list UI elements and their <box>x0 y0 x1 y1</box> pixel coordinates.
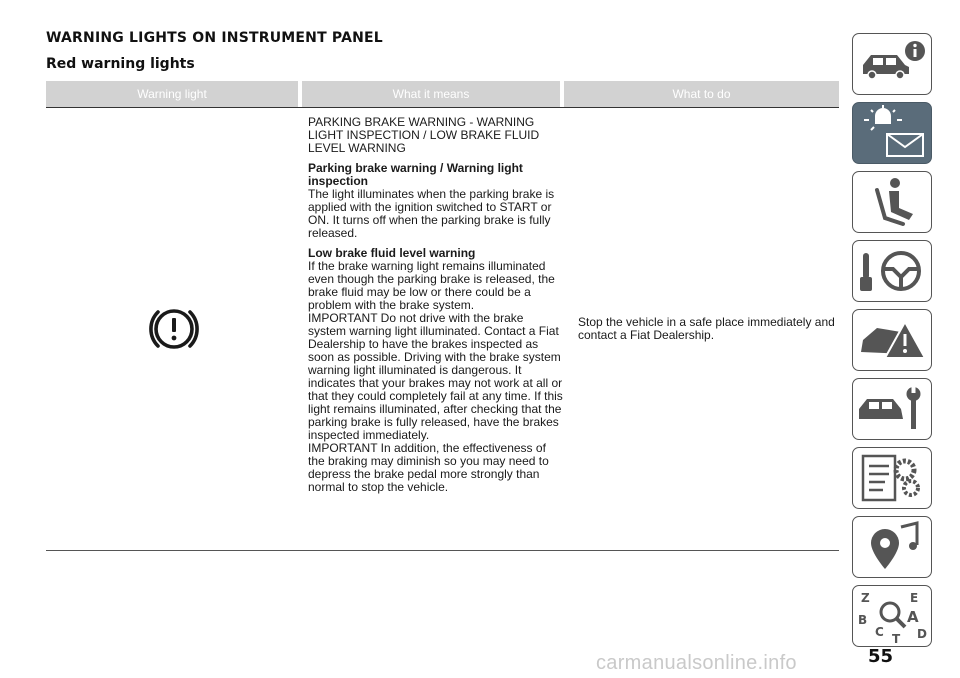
seat-safety-icon <box>855 174 929 230</box>
car-info-icon <box>855 36 929 92</box>
car-service-tool-icon <box>855 381 929 437</box>
section-body-brake-fluid: If the brake warning light remains illuminated even though the parking brake is released, the brake fluid may be low or there could be a problem with the brake system. <box>308 259 555 312</box>
index-letter-a: A <box>907 608 919 626</box>
tab-index[interactable] <box>852 585 932 647</box>
section-subheading: Red warning lights <box>46 56 195 72</box>
header-what-to-do: What to do <box>564 81 839 107</box>
multimedia-icon <box>855 519 929 575</box>
watermark: carmanualsonline.info <box>596 652 797 674</box>
tab-dashboard-warning-lights[interactable] <box>852 102 932 164</box>
header-what-it-means: What it means <box>302 81 560 107</box>
warning-title: PARKING BRAKE WARNING - WARNING LIGHT INSPECTION / LOW BRAKE FLUID LEVEL WARNING <box>308 115 540 155</box>
section-body-parking-brake: The light illuminates when the parking brake is applied with the ignition switched to START or ON. It turns off when the parking brake is fully released. <box>308 187 555 240</box>
index-letter-e: E <box>910 591 919 605</box>
key-steering-wheel-icon <box>855 243 929 299</box>
index-letter-t: T <box>892 632 901 644</box>
warning-light-message-icon <box>855 105 929 161</box>
alphabetical-index-icon <box>855 588 929 644</box>
page-heading: WARNING LIGHTS ON INSTRUMENT PANEL <box>46 30 383 46</box>
warning-light-cell <box>46 108 302 550</box>
section-heading-parking-brake: Parking brake warning / Warning light inspection <box>308 161 523 188</box>
section-heading-brake-fluid: Low brake fluid level warning <box>308 246 476 260</box>
tab-servicing-care[interactable] <box>852 378 932 440</box>
important-note-2: IMPORTANT In addition, the effectiveness of the braking may diminish so you may need to depress the brake pedal more strongly than normal to stop the vehicle. <box>308 441 549 494</box>
specifications-gears-icon <box>855 450 929 506</box>
index-letter-c: C <box>875 625 884 639</box>
table-header <box>46 81 839 108</box>
what-to-do-cell <box>564 108 839 550</box>
tab-knowing-your-car[interactable] <box>852 33 932 95</box>
what-it-means-cell <box>302 108 564 550</box>
important-note-1: IMPORTANT Do not drive with the brake system warning light illuminated. Contact a Fiat Dealership to have the brakes inspected as soon as possible. Driving with the brake system warning light illuminated is dangerous. It indicates that your brakes may not work at all or that they could completely fail at any time. If this light remains illuminated, after checking that the parking brake is fully released, have the brakes inspected immediately. <box>308 311 563 442</box>
warning-lights-table <box>46 81 839 551</box>
header-warning-light: Warning light <box>46 81 298 107</box>
tab-starting-driving[interactable] <box>852 240 932 302</box>
index-letter-d: D <box>917 627 927 641</box>
car-crash-warning-icon <box>855 312 929 368</box>
tab-in-an-emergency[interactable] <box>852 309 932 371</box>
tab-safety[interactable] <box>852 171 932 233</box>
page-number: 55 <box>868 646 894 667</box>
tab-technical-specifications[interactable] <box>852 447 932 509</box>
brake-warning-icon <box>144 299 204 359</box>
tab-multimedia[interactable] <box>852 516 932 578</box>
index-letter-z: Z <box>861 591 870 605</box>
table-row <box>46 108 839 551</box>
action-text: Stop the vehicle in a safe place immediately and contact a Fiat Dealership. <box>578 314 835 342</box>
index-letter-b: B <box>858 613 868 627</box>
